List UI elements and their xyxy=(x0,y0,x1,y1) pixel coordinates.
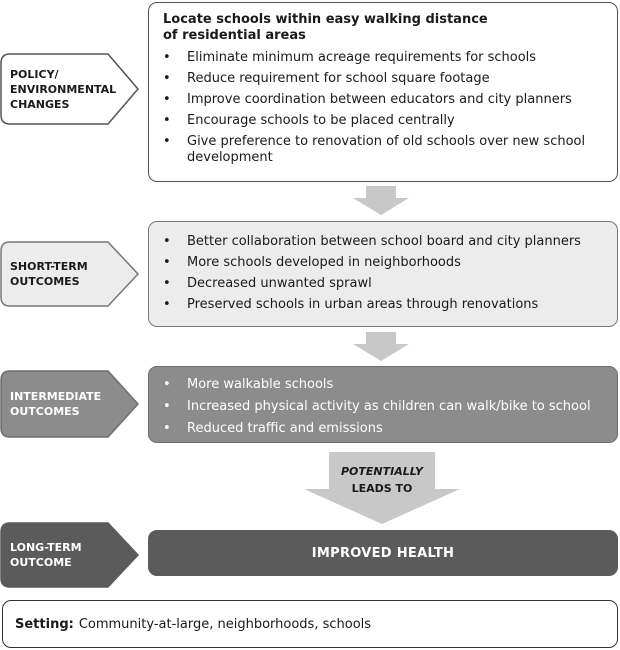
setting-label: Setting: xyxy=(15,616,74,632)
short-term-outcomes-tag xyxy=(0,241,140,307)
list-item: • Preserved schools in urban areas through renovations xyxy=(149,297,609,313)
list-item: • Decreased unwanted sprawl xyxy=(149,276,609,292)
down-arrow-icon xyxy=(352,332,410,362)
list-item: • Reduce requirement for school square footage xyxy=(149,71,607,87)
policy-changes-box xyxy=(148,2,618,182)
tag-label: POLICY/ ENVIRONMENTAL CHANGES xyxy=(10,67,117,111)
list-item: • Better collaboration between school board and city planners xyxy=(149,234,609,250)
tag-label: SHORT-TERM OUTCOMES xyxy=(10,260,88,288)
long-term-outcome-tag xyxy=(0,522,140,588)
tag-label: INTERMEDIATE OUTCOMES xyxy=(10,390,102,418)
list-item: • Improve coordination between educators and city planners xyxy=(149,92,607,108)
down-arrow-icon xyxy=(352,186,410,216)
improved-health-box xyxy=(148,530,618,576)
list-item: • Give preference to renovation of old schools over new school development xyxy=(149,134,607,166)
list-item: • Encourage schools to be placed centrally xyxy=(149,113,607,129)
short-term-list xyxy=(149,234,609,313)
intermediate-list xyxy=(149,377,609,437)
list-item: • Reduced traffic and emissions xyxy=(149,421,609,437)
intermediate-outcomes-box xyxy=(148,366,618,443)
strategy-title: Locate schools within easy walking distance of residential areas xyxy=(163,12,488,43)
long-term-result: IMPROVED HEALTH xyxy=(311,545,455,561)
list-item: • Increased physical activity as children can walk/bike to school xyxy=(149,399,609,415)
policy-environmental-changes-tag xyxy=(0,53,140,125)
setting-box xyxy=(2,600,618,648)
setting-text: Community-at-large, neighborhoods, schools xyxy=(78,616,372,632)
list-item: • More schools developed in neighborhoods xyxy=(149,255,609,271)
list-item: • More walkable schools xyxy=(149,377,609,393)
short-term-outcomes-box xyxy=(148,221,618,327)
tag-label: LONG-TERM OUTCOME xyxy=(10,541,82,569)
intermediate-outcomes-tag xyxy=(0,370,140,438)
potentially-leads-to-label: POTENTIALLY LEADS TO xyxy=(340,465,424,495)
policy-list xyxy=(149,50,607,166)
list-item: • Eliminate minimum acreage requirements for schools xyxy=(149,50,607,66)
